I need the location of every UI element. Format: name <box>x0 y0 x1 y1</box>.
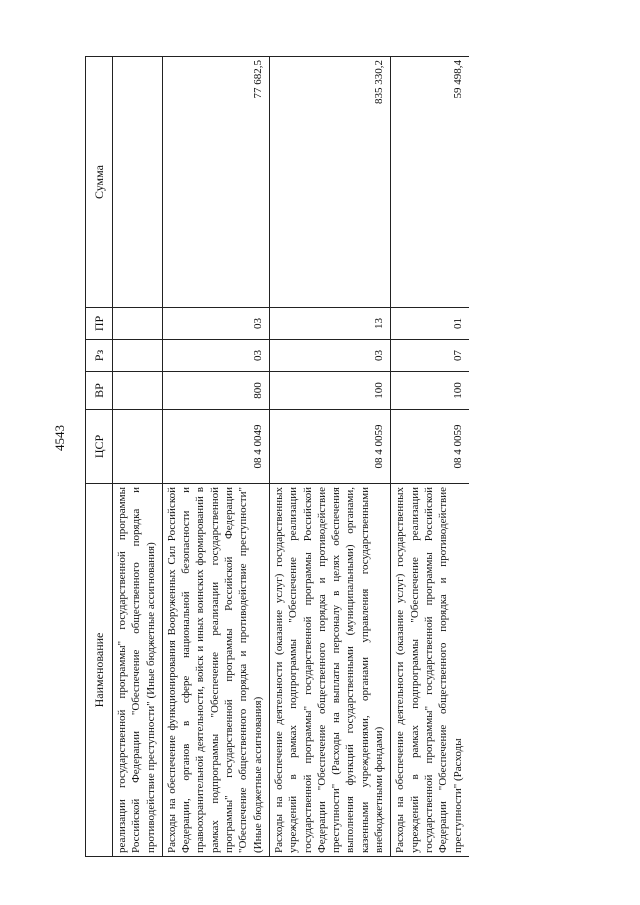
row-name: реализации государственной программы" государственной программы Российской Федерации "Обеспечение общественного порядка и противодействие преступности" (Иные бюджетные ассигнования) <box>113 484 163 857</box>
row-rz: 03 <box>269 340 390 372</box>
header-csr: ЦСР <box>86 410 113 484</box>
row-amount <box>113 57 163 308</box>
header-vr: ВР <box>86 372 113 410</box>
page-number: 4543 <box>52 425 67 451</box>
row-vr: 100 <box>391 372 469 410</box>
header-pr: ПР <box>86 308 113 340</box>
row-name: Расходы на обеспечение деятельности (оказание услуг) государственных учреждений в рамках подпрограммы "Обеспечение реализации государственной программы" государственной программы Российской Федерации "Обеспечение общественного порядка и противодействие преступности" (Расходы на выплаты персоналу в целях обеспечения выполнения функций государственными (муниципальными) органами, казенными учреждениями, органами управления государственными внебюджетными фондами) <box>269 484 390 857</box>
table-row <box>113 57 163 857</box>
row-csr: 08 4 0049 <box>162 410 269 484</box>
row-rz <box>113 340 163 372</box>
row-rz: 07 <box>391 340 469 372</box>
row-name: Расходы на обеспечение деятельности (оказание услуг) государственных учреждений в рамках подпрограммы "Обеспечение реализации государственной программы" государственной программы Российской Федерации "Обеспечение общественного порядка и противодействие преступности" (Расходы <box>391 484 469 857</box>
table-row <box>391 57 469 857</box>
row-rz: 03 <box>162 340 269 372</box>
row-vr: 100 <box>269 372 390 410</box>
budget-table <box>85 56 469 857</box>
row-pr: 03 <box>162 308 269 340</box>
row-pr: 13 <box>269 308 390 340</box>
row-csr: 08 4 0059 <box>269 410 390 484</box>
row-amount: 835 330,2 <box>269 57 390 308</box>
table-row <box>162 57 269 857</box>
row-csr <box>113 410 163 484</box>
row-name: Расходы на обеспечение функционирования Вооруженных Сил Российской Федерации, органов в сфере национальной безопасности и правоохранительной деятельности, войск и иных воинских формирований в рамках подпрограммы "Обеспечение реализации государственной программы" государственной программы Российской Федерации "Обеспечение общественного порядка и противодействие преступности" (Иные бюджетные ассигнования) <box>162 484 269 857</box>
table-header-row <box>86 57 113 857</box>
row-amount: 77 682,5 <box>162 57 269 308</box>
row-vr <box>113 372 163 410</box>
row-vr: 800 <box>162 372 269 410</box>
header-name: Наименование <box>86 484 113 857</box>
header-rz: Рз <box>86 340 113 372</box>
budget-table-sheet <box>85 57 621 857</box>
row-pr: 01 <box>391 308 469 340</box>
header-amount: Сумма <box>86 57 113 308</box>
row-pr <box>113 308 163 340</box>
row-amount: 59 498,4 <box>391 57 469 308</box>
table-row <box>269 57 390 857</box>
row-csr: 08 4 0059 <box>391 410 469 484</box>
